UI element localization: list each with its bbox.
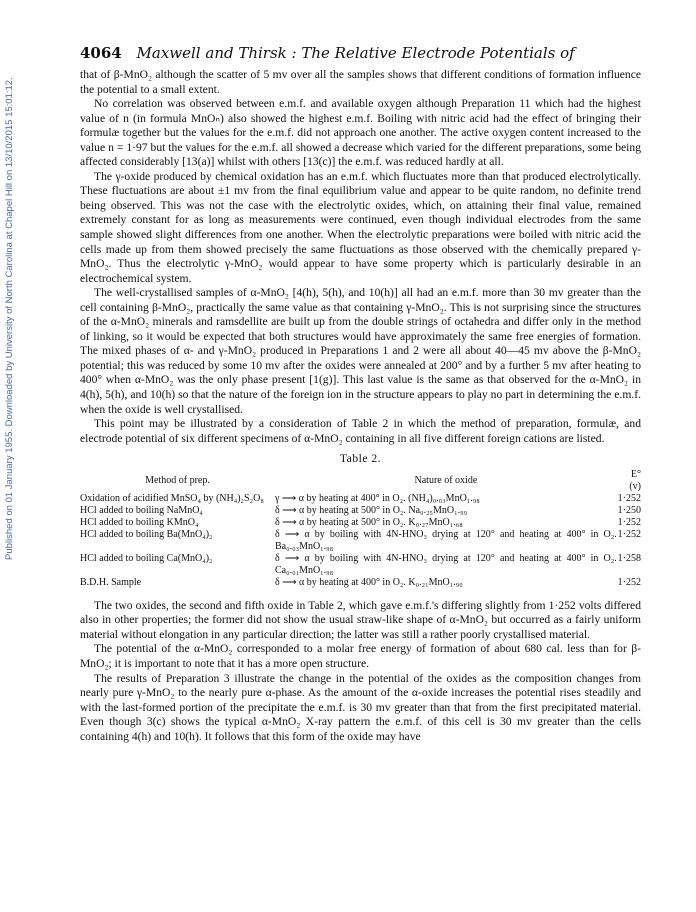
running-header: [80, 44, 640, 62]
paragraph: The two oxides, the second and fifth oxide in Table 2, which gave e.m.f.'s differing slightly from 1·252 volts differed also in other properties; the former did not show the usual straw-like shape of α-MnO₂ but occurred as a fairly uniform material without elongation in any particular direction; the latter was still a rather poorly crystallised material.: [80, 598, 641, 641]
paragraph: The well-crystallised samples of α-MnO₂ [4(h), 5(h), and 10(h)] all had an e.m.f. more than 30 mv greater than the cell containing β-MnO₂, practically the same value as that containing γ-MnO₂. This is not surprising since the structures of the α-MnO₂ minerals and ramsdellite are built up from the double strings of octahedra and differ only in the method of linking, so it would be expected that both structures would have approximately the same free energies of formation. The mixed phases of α- and γ-MnO₂ produced in Preparations 1 and 2 were all about 40—45 mv above the β-MnO₂ potential; this was reduced by some 10 mv after the oxides were annealed at 200° and by a further 5 mv after heating to 400° when α-MnO₂ was the only phase present [1(g)]. This last value is the same as that observed for the α-MnO₂ in 4(h), 5(h), and 10(h) so that the nature of the foreign ion in the structure appears to play no part in determining the e.m.f. when the oxide is well crystallised.: [80, 286, 641, 416]
method-cell: HCl added to boiling Ba(MnO₄)₂: [80, 528, 213, 540]
download-watermark: [4, 20, 18, 580]
potential-cell: 1·252: [617, 516, 641, 528]
method-cell: HCl added to boiling Ca(MnO₄)₂: [80, 552, 213, 564]
oxide-cell: δ ⟶ α by heating at 400° in O₂. K₀.₂₁MnO₁.₉₀: [275, 576, 463, 588]
method-cell: HCl added to boiling KMnO₄: [80, 516, 199, 528]
table-row: [80, 553, 641, 577]
oxide-cell: δ ⟶ α by boiling with 4N-HNO₃ drying at 120° and heating at 400° in O₂. Ca₀.₀₁MnO₁.₉₈: [275, 552, 617, 576]
paragraph: No correlation was observed between e.m.f. and available oxygen although Preparation 11 which had the highest value of n (in formula MnOₙ) also showed the highest e.m.f. Boiling with nitric acid had the effect of bringing their formulæ together but the values for the e.m.f. did not approach one another. The active oxygen content increased to the value n = 1·97 but the values for the e.m.f. all showed a decrease which varied for the different preparations, some being affected considerably [13(a)] whilst with others [13(c)] the e.m.f. was reduced hardly at all.: [80, 97, 641, 169]
potential-cell: 1·252: [617, 576, 641, 588]
potential-cell: 1·252: [617, 492, 641, 504]
table-row: [80, 577, 641, 589]
method-cell: B.D.H. Sample: [80, 576, 142, 588]
potential-cell: 1·250: [617, 504, 641, 516]
paragraph: The γ-oxide produced by chemical oxidation has an e.m.f. which fluctuates more than that produced electrolytically. These fluctuations are about ±1 mv from the final equilibrium value and appear to be quite random, no definite trend being observed. This was not the case with the electrolytic oxides, which, on attaining their final value, remained extremely constant for as long as measurements were continued, even though individual electrodes from the same sample showed slight differences from one another. When the electrolytic preparations were boiled with nitric acid the cells made up from them showed precisely the same fluctuations as those observed with the chemically prepared γ-MnO₂. Thus the electrolytic γ-MnO₂ would appear to have some property which is particularly desirable in an electrochemical system.: [80, 169, 641, 285]
potential-cell: 1·258: [617, 552, 641, 564]
column-header: E° (v): [629, 468, 641, 492]
potential-cell: 1·252: [617, 528, 641, 540]
paragraph: This point may be illustrated by a consideration of Table 2 in which the method of preparation, formulæ, and electrode potential of six different specimens of α-MnO₂ containing in all five different foreign cations are listed.: [80, 417, 641, 445]
oxide-cell: δ ⟶ α by heating at 500° in O₂. Na₀.₂₅MnO₁.₉₉: [275, 504, 468, 516]
table-header-row: [80, 469, 641, 493]
column-header: Nature of oxide: [414, 474, 478, 486]
table-row: [80, 517, 641, 529]
download-watermark-text: Published on 01 January 1955. Downloaded by University of North Carolina at Chapel Hill on 13/10/2015 15:01:12.: [4, 77, 15, 560]
oxide-cell: γ ⟶ α by heating at 400° in O₂. (NH₄)₀.₀₃MnO₁.₉₈: [275, 492, 480, 504]
column-header: Method of prep.: [145, 474, 210, 486]
table-row: [80, 529, 641, 553]
table-row: [80, 493, 641, 505]
table-caption: Table 2.: [339, 452, 382, 466]
table-row: [80, 505, 641, 517]
table-2: [80, 469, 641, 589]
oxide-cell: δ ⟶ α by boiling with 4N-HNO₃ drying at 120° and heating at 400° in O₂. Ba₀.₀₃MnO₁.₉₈: [275, 528, 617, 552]
paragraph: The potential of the α-MnO₂ corresponded to a molar free energy of formation of about 680 cal. less than for β-MnO₂; it is important to note that it has a more open structure.: [80, 642, 641, 670]
oxide-cell: δ ⟶ α by heating at 500° in O₂. K₀.₂₇MnO₁.₆₈: [275, 516, 463, 528]
method-cell: Oxidation of acidified MnSO₄ by (NH₄)₂S₂O₈: [80, 492, 264, 504]
method-cell: HCl added to boiling NaMnO₄: [80, 504, 203, 516]
paragraph: that of β-MnO₂ although the scatter of 5 mv over all the samples shows that different conditions of formation influence the potential to a small extent.: [80, 68, 641, 96]
running-title: Maxwell and Thirsk : The Relative Electrode Potentials of: [136, 44, 575, 62]
page-number: 4064: [80, 44, 122, 62]
article-body: [80, 68, 641, 744]
paragraph: The results of Preparation 3 illustrate the change in the potential of the oxides as the composition changes from nearly pure γ-MnO₂ to the nearly pure α-phase. As the amount of the α-oxide increases the potential rises steadily and with the last-formed portion of the precipitate the e.m.f. is 30 mv greater than that from the first precipitated material. Even though 3(c) shows the typical α-MnO₂ X-ray pattern the e.m.f. of this cell is 30 mv greater than the cells containing 4(h) and 10(h). It follows that this form of the oxide may have: [80, 671, 641, 743]
